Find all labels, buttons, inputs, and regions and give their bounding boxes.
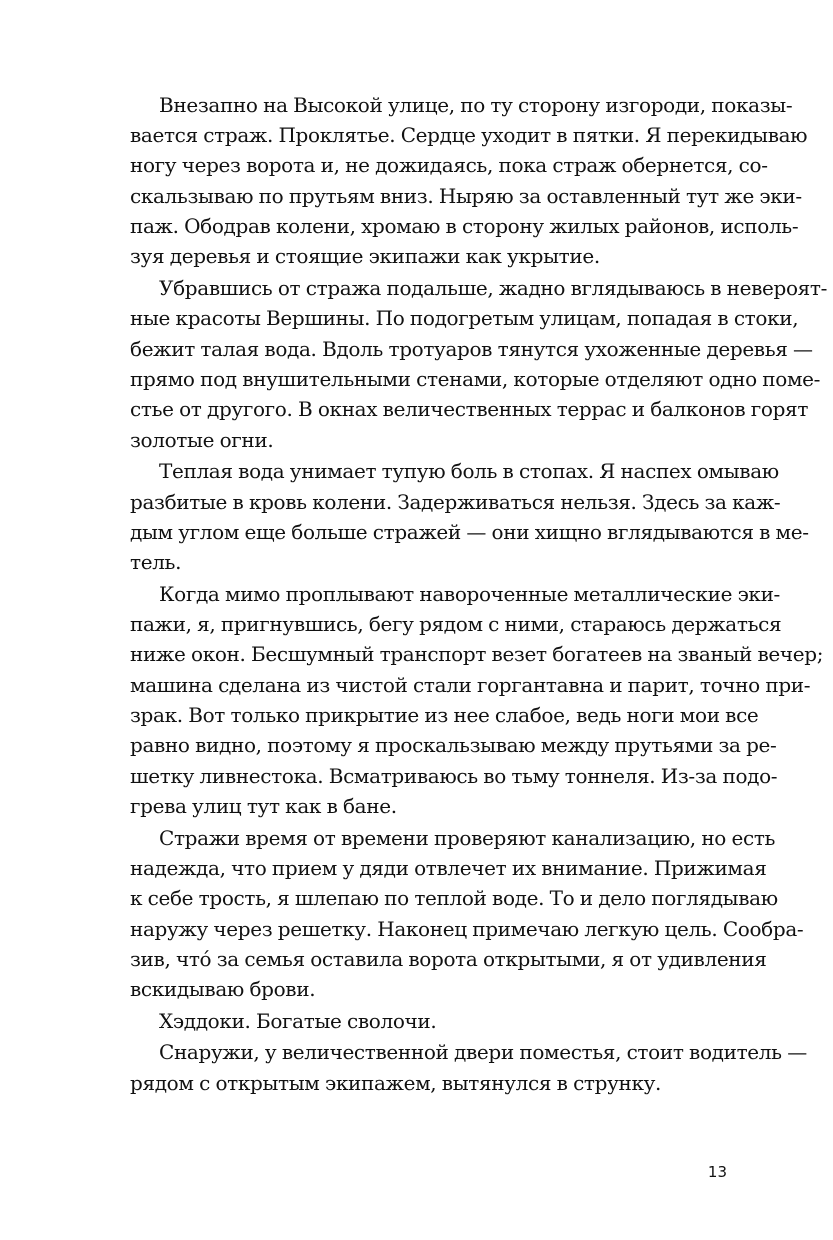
text-line: вскидываю брови. [130,977,316,1001]
text-line: ногу через ворота и, не дожидаясь, пока страж обернется, со- [130,153,768,177]
text-line: Теплая вода унимает тупую боль в стопах. Я наспех омываю [159,459,779,483]
text-line: ниже окон. Бесшумный транспорт везет богатеев на званый вечер; [130,642,824,666]
text-line: Снаружи, у величественной двери поместья, стоит водитель — [159,1040,807,1064]
text-line: золотые огни. [130,428,274,452]
text-line: паж. Ободрав колени, хромаю в сторону жилых районов, исполь- [130,214,799,238]
text-line: зив, чтó за семья оставила ворота открытыми, я от удивления [130,947,767,971]
text-line: к себе трость, я шлепаю по теплой воде. То и дело поглядываю [130,886,778,910]
text-line: Убравшись от стража подальше, жадно вглядываюсь в невероят- [159,276,828,300]
text-line: скальзываю по прутьям вниз. Ныряю за оставленный тут же эки- [130,184,802,208]
text-line: наружу через решетку. Наконец примечаю легкую цель. Сообра- [130,917,804,941]
text-line: дым углом еще больше стражей — они хищно вглядываются в ме- [130,520,809,544]
text-line: Стражи время от времени проверяют канализацию, но есть [159,826,776,850]
text-line: пажи, я, пригнувшись, бегу рядом с ними, стараюсь держаться [130,612,782,636]
text-line: рядом с открытым экипажем, вытянулся в струнку. [130,1071,662,1095]
text-line: зуя деревья и стоящие экипажи как укрытие. [130,244,600,268]
text-line: бежит талая вода. Вдоль тротуаров тянутся ухоженные деревья — [130,337,813,361]
text-line: зрак. Вот только прикрытие из нее слабое, ведь ноги мои все [130,703,759,727]
text-line: ные красоты Вершины. По подогретым улицам, попадая в стоки, [130,306,799,330]
text-line: прямо под внушительными стенами, которые отделяют одно поме- [130,367,821,391]
text-line: Хэддоки. Богатые сволочи. [159,1009,437,1033]
text-line: машина сделана из чистой стали горгантавна и парит, точно при- [130,673,811,697]
text-line: стье от другого. В окнах величественных террас и балконов горят [130,397,809,421]
text-line: надежда, что прием у дяди отвлечет их внимание. Прижимая [130,856,767,880]
text-line: шетку ливнестока. Всматриваюсь во тьму тоннеля. Из-за подо- [130,764,778,788]
text-line: разбитые в кровь колени. Задерживаться нельзя. Здесь за каж- [130,490,781,514]
text-line: вается страж. Проклятье. Сердце уходит в пятки. Я перекидываю [130,123,808,147]
text-line: Когда мимо проплывают навороченные металлические эки- [159,582,780,606]
text-line: равно видно, поэтому я проскальзываю между прутьями за ре- [130,733,777,757]
page-number: 13 [707,1163,727,1181]
text-line: Внезапно на Высокой улице, по ту сторону изгороди, показы- [159,93,793,117]
text-line: грева улиц тут как в бане. [130,794,397,818]
text-line: тель. [130,550,182,574]
